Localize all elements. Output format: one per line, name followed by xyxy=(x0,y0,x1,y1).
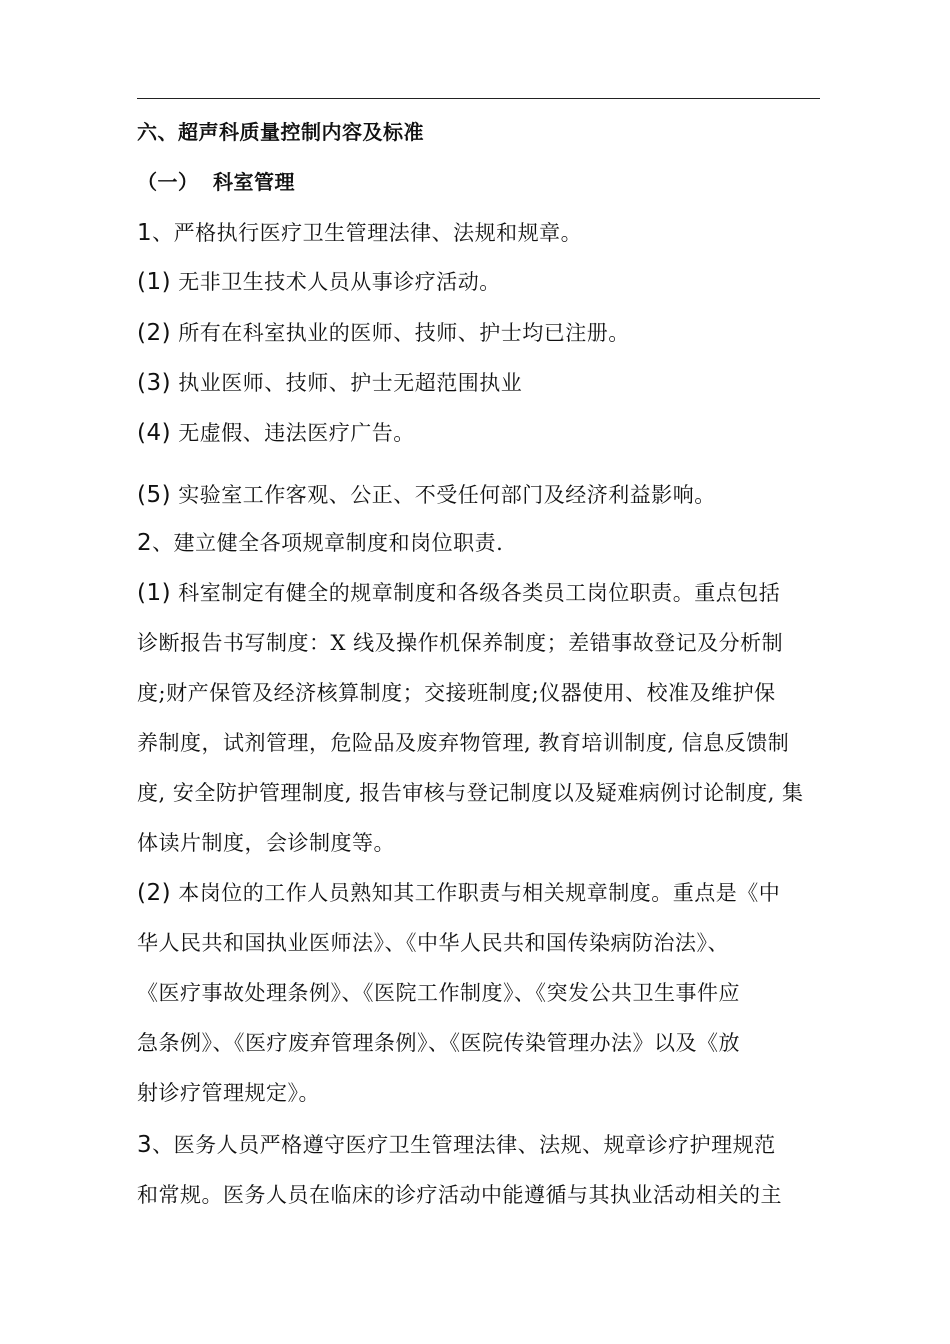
line-text: 养制度，试剂管理，危险品及废弃物管理, 教育培训制度, 信息反馈制 xyxy=(137,731,790,755)
paragraph-line xyxy=(137,1130,776,1160)
item-number: (5) xyxy=(137,482,172,508)
paragraph-line xyxy=(137,368,522,398)
paragraph-line xyxy=(137,480,716,510)
paragraph-line xyxy=(137,1078,320,1108)
line-text: 射诊疗管理规定》。 xyxy=(137,1081,320,1105)
paragraph-line xyxy=(137,318,630,348)
paragraph-line xyxy=(137,1180,782,1210)
paragraph-line xyxy=(137,267,501,297)
paragraph-line xyxy=(137,418,415,448)
subsection-title: 科室管理 xyxy=(213,170,295,194)
paragraph-line xyxy=(137,728,789,758)
paragraph-line xyxy=(137,578,780,608)
line-text: 《医疗事故处理条例》、《医院工作制度》、《突发公共卫生事件应 xyxy=(137,981,740,1005)
paragraph-line xyxy=(137,828,395,858)
line-text: 度, 安全防护管理制度, 报告审核与登记制度以及疑难病例讨论制度, 集 xyxy=(137,781,804,805)
line-text: 、严格执行医疗卫生管理法律、法规和规章。 xyxy=(152,221,583,245)
line-text: 实验室工作客观、公正、不受任何部门及经济利益影响。 xyxy=(171,483,716,507)
item-number: (1) xyxy=(137,269,172,295)
paragraph-line xyxy=(137,218,582,248)
line-text: 体读片制度，会诊制度等。 xyxy=(137,831,395,855)
subsection-heading xyxy=(137,167,295,197)
line-text: 和常规。医务人员在临床的诊疗活动中能遵循与其执业活动相关的主 xyxy=(137,1183,782,1207)
item-number: (2) xyxy=(137,320,172,346)
line-text: 诊断报告书写制度：X 线及操作机保养制度；差错事故登记及分析制 xyxy=(137,631,784,655)
line-text: 度;财产保管及经济核算制度；交接班制度;仪器使用、校准及维护保 xyxy=(137,681,776,705)
line-text: 无非卫生技术人员从事诊疗活动。 xyxy=(171,270,501,294)
item-number: (4) xyxy=(137,420,172,446)
paragraph-line xyxy=(137,778,804,808)
paragraph-line xyxy=(137,678,776,708)
line-text: 、医务人员严格遵守医疗卫生管理法律、法规、规章诊疗护理规范 xyxy=(152,1133,776,1157)
paragraph-line xyxy=(137,528,503,558)
paragraph-line xyxy=(137,1028,740,1058)
item-number: 3 xyxy=(137,1132,153,1158)
paragraph-line xyxy=(137,628,783,658)
section-title: 六、超声科质量控制内容及标准 xyxy=(137,120,424,144)
line-text: 执业医师、技师、护士无超范围执业 xyxy=(171,371,523,395)
item-number: 1 xyxy=(137,220,153,246)
item-number: 2 xyxy=(137,530,153,556)
line-text: 急条例》、《医疗废弃管理条例》、《医院传染管理办法》以及《放 xyxy=(137,1031,740,1055)
line-text: 无虚假、违法医疗广告。 xyxy=(171,421,415,445)
line-text: 所有在科室执业的医师、技师、护士均已注册。 xyxy=(171,321,630,345)
item-number: (3) xyxy=(137,370,172,396)
subsection-number: （一） xyxy=(137,170,199,194)
paragraph-line xyxy=(137,978,740,1008)
line-text: 华人民共和国执业医师法》、《中华人民共和国传染病防治法》、 xyxy=(137,931,729,955)
item-number: (2) xyxy=(137,880,172,906)
line-text: 、建立健全各项规章制度和岗位职责. xyxy=(152,531,504,555)
paragraph-line xyxy=(137,928,729,958)
item-number: (1) xyxy=(137,580,172,606)
header-rule xyxy=(137,98,820,99)
line-text: 科室制定有健全的规章制度和各级各类员工岗位职责。重点包括 xyxy=(171,581,781,605)
line-text: 本岗位的工作人员熟知其工作职责与相关规章制度。重点是《中 xyxy=(171,881,781,905)
paragraph-line xyxy=(137,878,780,908)
